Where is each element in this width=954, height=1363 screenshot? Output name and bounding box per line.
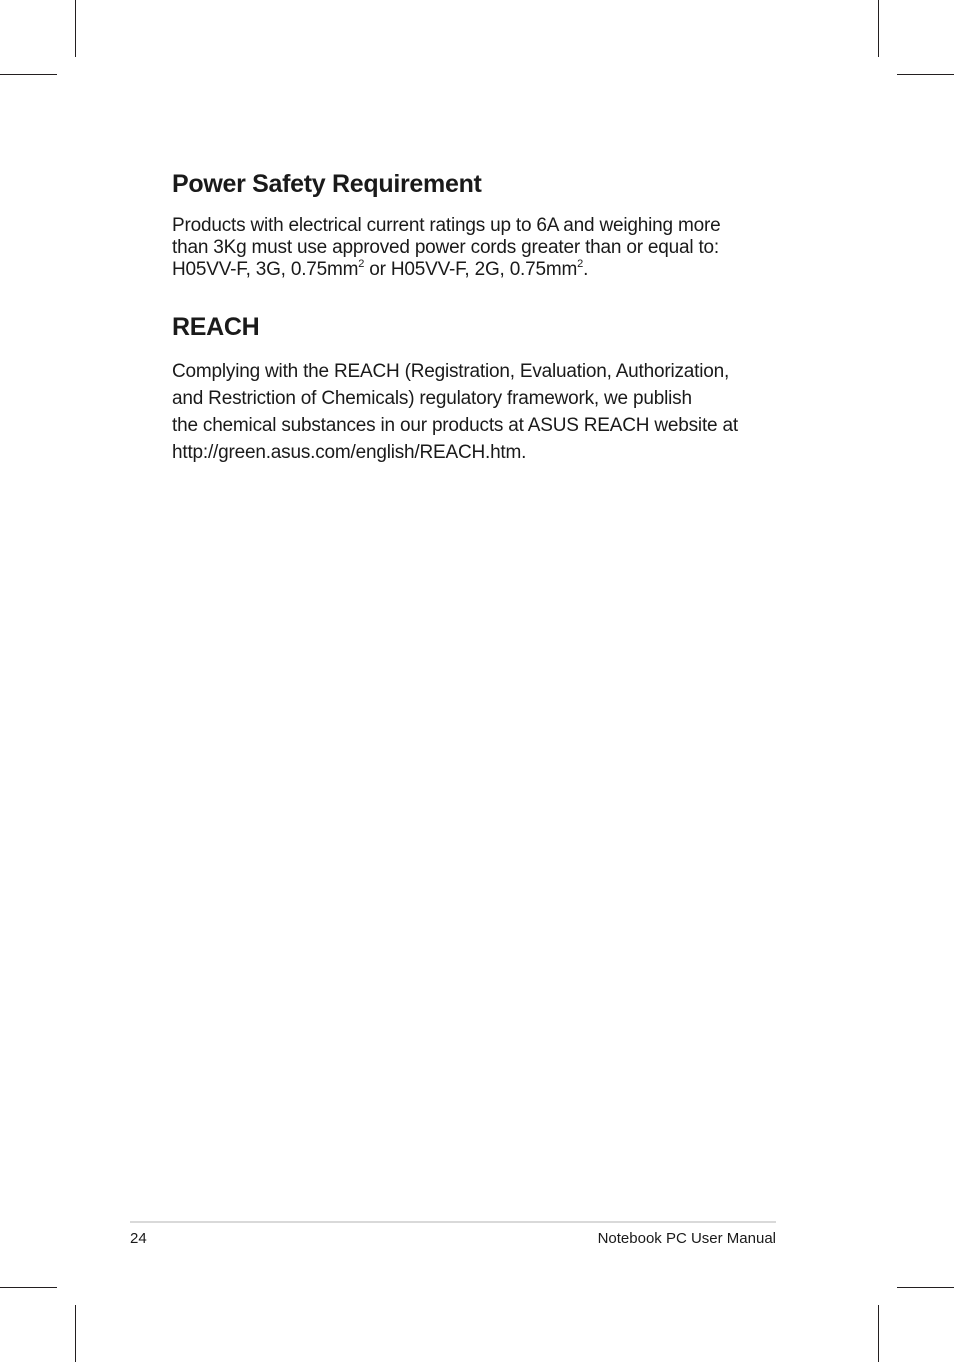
reach-heading: REACH <box>172 313 260 341</box>
superscript-2: 2 <box>358 258 365 270</box>
page-content <box>172 166 782 466</box>
reach-line-3: the chemical substances in our products at ASUS REACH website at <box>172 415 738 436</box>
reach-section <box>172 309 782 466</box>
crop-mark-top-left-horizontal <box>0 74 57 75</box>
power-safety-line-2: than 3Kg must use approved power cords greater than or equal to: <box>172 237 719 258</box>
manual-title: Notebook PC User Manual <box>597 1230 776 1247</box>
power-safety-section <box>172 166 782 281</box>
crop-mark-top-left-vertical <box>75 0 76 57</box>
crop-mark-bottom-left-horizontal <box>0 1287 57 1288</box>
power-safety-line-3-end: . <box>583 259 589 280</box>
crop-mark-bottom-right-vertical <box>878 1305 879 1362</box>
power-safety-line-3a: H05VV-F, 3G, 0.75mm <box>172 259 359 280</box>
power-safety-heading: Power Safety Requirement <box>172 170 482 198</box>
reach-url: http://green.asus.com/english/REACH.htm. <box>172 442 527 463</box>
footer-divider <box>130 1221 776 1223</box>
reach-line-1: Complying with the REACH (Registration, Evaluation, Authorization, <box>172 361 730 382</box>
reach-paragraph <box>172 358 782 466</box>
power-safety-line-1: Products with electrical current ratings up to 6A and weighing more <box>172 215 721 236</box>
power-safety-paragraph <box>172 215 782 281</box>
crop-mark-top-right-horizontal <box>897 74 954 75</box>
reach-line-2: and Restriction of Chemicals) regulatory framework, we publish <box>172 388 692 409</box>
crop-mark-bottom-right-horizontal <box>897 1287 954 1288</box>
power-safety-line-3b: or H05VV-F, 2G, 0.75mm <box>364 259 578 280</box>
page-number: 24 <box>130 1230 147 1247</box>
crop-mark-top-right-vertical <box>878 0 879 57</box>
superscript-2-second: 2 <box>577 258 584 270</box>
crop-mark-bottom-left-vertical <box>75 1305 76 1362</box>
